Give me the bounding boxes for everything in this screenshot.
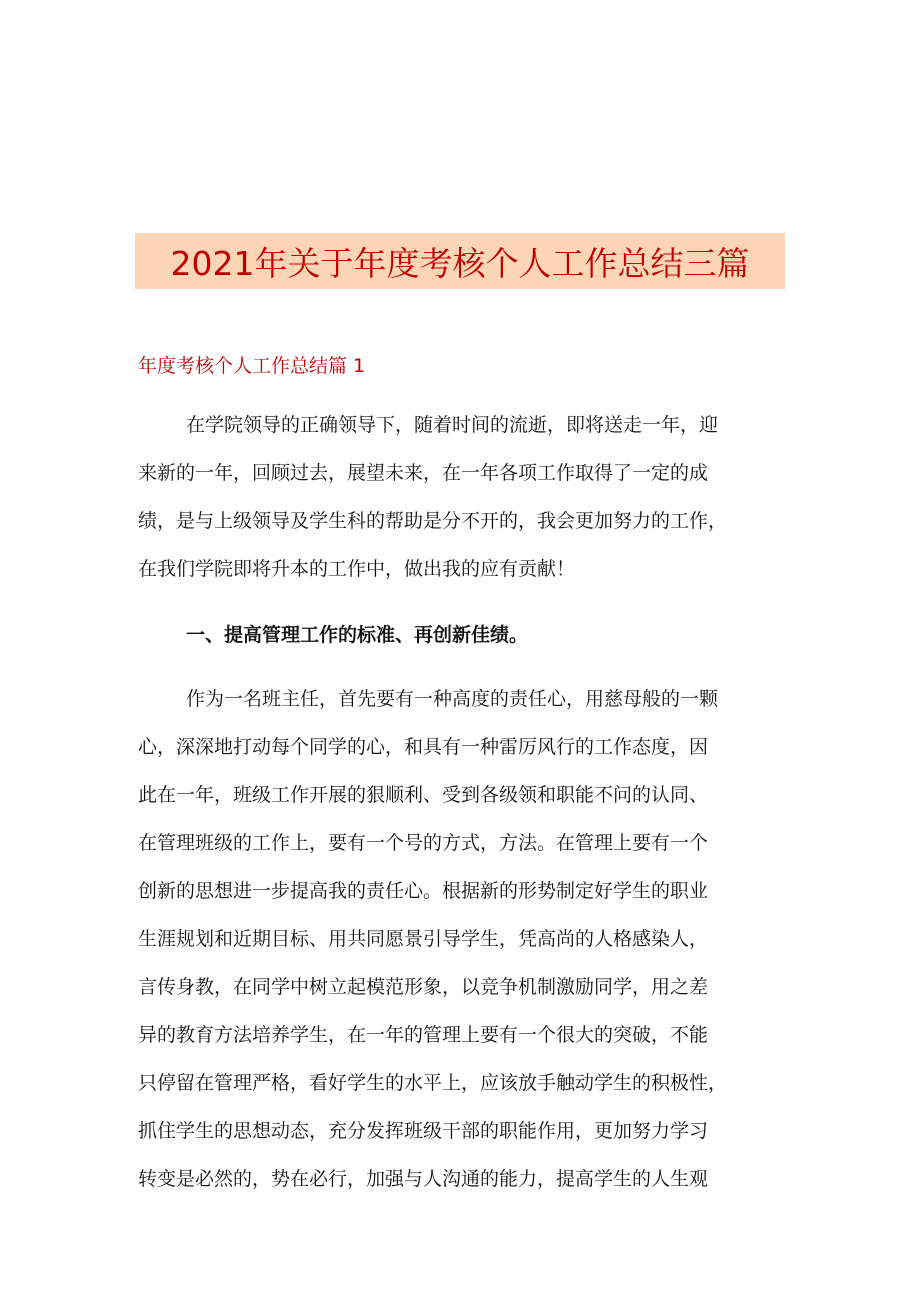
paragraph-line: 在我们学院即将升本的工作中，做出我的应有贡献！: [138, 558, 576, 580]
paragraph-line: 绩，是与上级领导及学生科的帮助是分不开的，我会更加努力的工作，: [138, 510, 728, 532]
paragraph-line: 言传身教，在同学中树立起模范形象，以竞争机制激励同学，用之差: [138, 976, 709, 998]
paragraph-line: 在学院领导的正确领导下，随着时间的流逝，即将送走一年，迎: [186, 414, 719, 436]
paragraph-line: 创新的思想进一步提高我的责任心。根据新的形势制定好学生的职业: [138, 880, 709, 902]
paragraph-line: 抓住学生的思想动态，充分发挥班级干部的职能作用，更加努力学习: [138, 1120, 709, 1142]
paragraph-line: 此在一年，班级工作开展的狠顺利、受到各级领和职能不问的认同、: [138, 784, 709, 806]
paragraph-line: 作为一名班主任，首先要有一种高度的责任心，用慈母般的一颗: [186, 688, 719, 710]
section-heading: 年度考核个人工作总结篇 1: [138, 355, 366, 377]
paragraph-line: 生涯规划和近期目标、用共同愿景引导学生，凭高尚的人格感染人，: [138, 928, 709, 950]
paragraph-line: 只停留在管理严格，看好学生的水平上，应该放手触动学生的积极性，: [138, 1072, 728, 1094]
subheading: 一、提高管理工作的标准、再创新佳绩。: [186, 624, 529, 646]
paragraph-line: 来新的一年，回顾过去，展望未来，在一年各项工作取得了一定的成: [138, 462, 709, 484]
document-title: 2021年关于年度考核个人工作总结三篇: [170, 243, 750, 283]
paragraph-line: 异的教育方法培养学生，在一年的管理上要有一个很大的突破，不能: [138, 1024, 709, 1046]
paragraph-line: 在管理班级的工作上，要有一个号的方式，方法。在管理上要有一个: [138, 832, 709, 854]
title-banner: [135, 233, 785, 289]
paragraph-line: 心，深深地打动每个同学的心，和具有一种雷厉风行的工作态度，因: [138, 736, 709, 758]
paragraph-line: 转变是必然的，势在必行，加强与人沟通的能力，提高学生的人生观: [138, 1168, 709, 1190]
